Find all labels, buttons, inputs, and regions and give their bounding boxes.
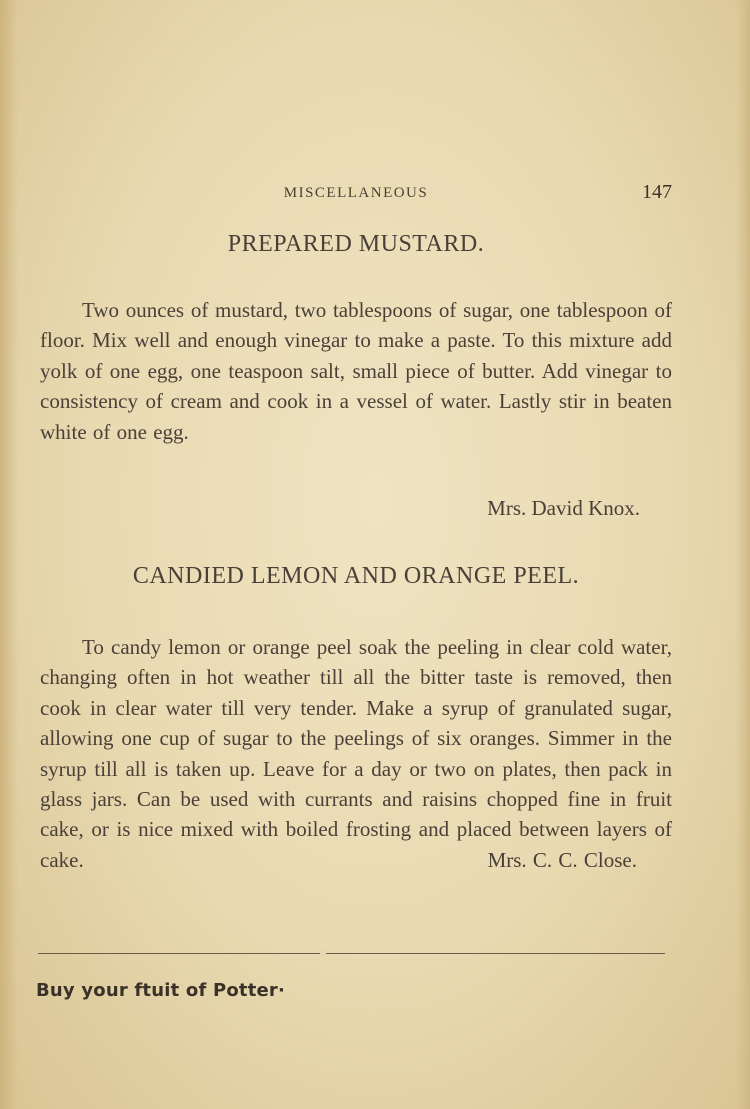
recipe-body-candied-peel-text: To candy lemon or orange peel soak the peeling in clear cold water, changing often in hot weather till all the bitter taste is removed, then cook in clear water till very tender. Make a syrup of granulated sugar, allowing one cup of sugar to the peelings of six oranges. Simmer in the syrup till all is taken up. Leave for a day or two on plates, then pack in glass jars. Can be used with currants and raisins chopped fine in fruit cake, or is nice mixed with boiled frosting and placed between layers of cake.	[40, 635, 672, 872]
recipe-title-candied-peel: CANDIED LEMON AND ORANGE PEEL.	[132, 563, 580, 589]
section-name: MISCELLANEOUS	[283, 185, 429, 201]
footer-divider	[38, 953, 665, 954]
footer-divider-gap	[320, 951, 326, 957]
recipe-signature-candied-peel: Mrs. C. C. Close.	[487, 847, 637, 872]
recipe-title-prepared-mustard: PREPARED MUSTARD.	[227, 231, 485, 257]
recipe-body-prepared-mustard: Two ounces of mustard, two tablespoons of sugar, one tablespoon of floor. Mix well and enough vinegar to make a paste. To this mixture add yolk of one egg, one teaspoon salt, small piece of butter. Add vinegar to consistency of cream and cook in a vessel of water. Lastly stir in beaten white of one egg.	[40, 298, 672, 444]
page-number: 147	[642, 181, 672, 203]
footer-advertisement: Buy your ftuit of Potter·	[36, 980, 286, 1001]
running-head	[40, 181, 672, 209]
recipe-body-candied-peel	[40, 632, 672, 875]
recipe-signature-prepared-mustard: Mrs. David Knox.	[487, 496, 640, 520]
